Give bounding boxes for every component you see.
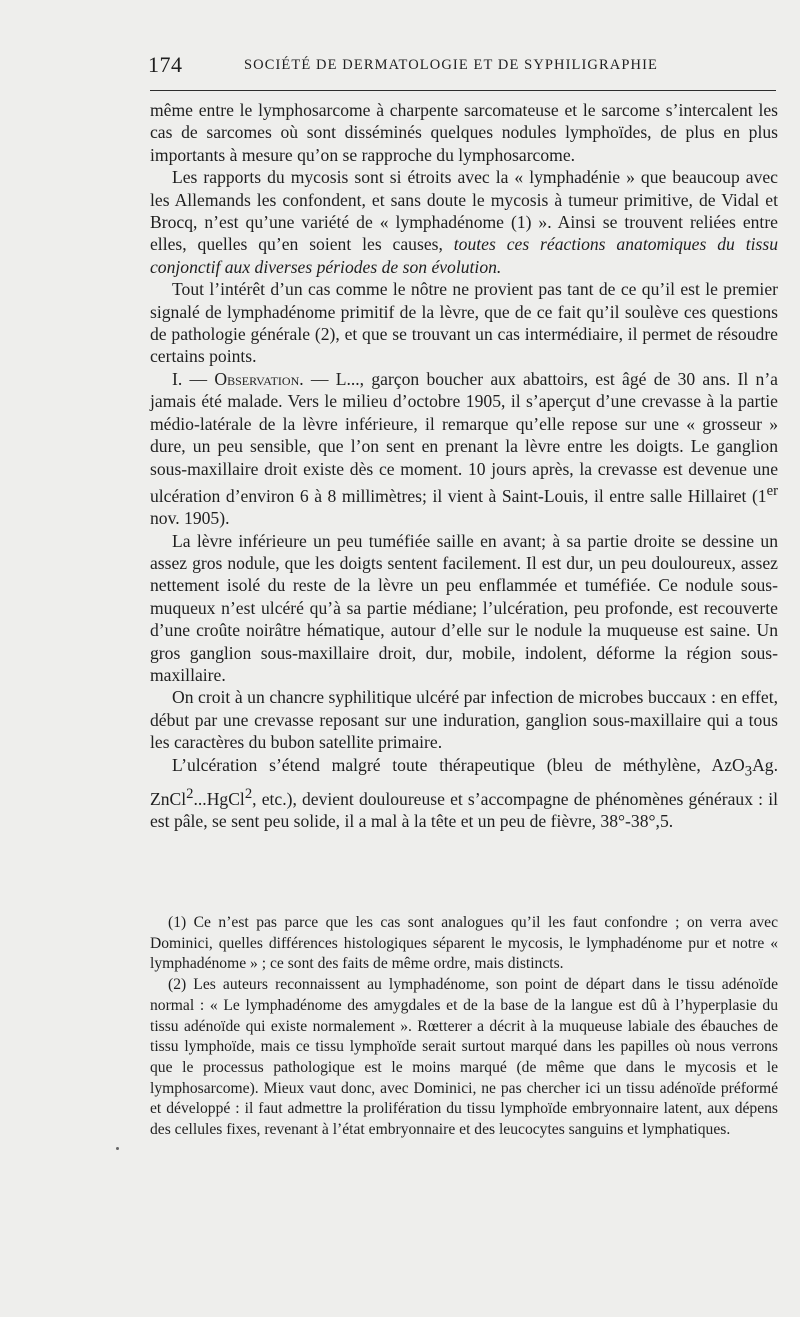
paragraph-diagnosis: On croit à un chancre syphilitique ulcéré par infection de microbes buccaux : en effet, début par une crevasse reposant sur une induration, ganglion sous-maxillaire qui a tous les caractères du bubon satellite primaire.: [150, 687, 778, 753]
page-number: 174: [148, 52, 183, 77]
paragraph-observation: [150, 368, 778, 530]
observation-text: — L..., garçon boucher aux abattoirs, est âgé de 30 ans. Il n’a jamais été malade. Vers le milieu d’octobre 1905, il s’aperçut d’une crevasse à la partie médio-latérale de la lèvre inférieure, il remarque qu’elle repose sur une « grosseur » dure, un peu sensible, que l’on sent en prenant la lèvre entre les doigts. Le ganglion sous-maxillaire droit existe dès ce moment. 10 jours après, la crevasse est devenue une ulcération d’environ 6 à 8 millimètres; il vient à Saint-Louis, il entre salle Hillairet (1: [150, 368, 778, 506]
paragraph-interest: Tout l’intérêt d’un cas comme le nôtre ne provient pas tant de ce qu’il est le premier signalé de lymphadénome primitif de la lèvre, que de ce fait qu’il soulève ces questions de pathologie générale (2), et que se trouvant un cas intermédiaire, il permet de résoudre certains points.: [150, 279, 778, 367]
page-header: [148, 52, 776, 76]
paragraph-mycosis-text: Les rapports du mycosis sont si étroits avec la « lymphadénie » que beaucoup avec les Allemands les confondent, et sans doute le mycosis à tumeur primitive, de Vidal et Brocq, n’est qu’une variété de « lymphadénome (1) ». Ainsi se trouvent reliées entre elles, quelles qu’en soient les causes,: [150, 167, 778, 255]
margin-dot: [116, 1147, 119, 1150]
body-text: [150, 99, 778, 832]
treatment-text-b: Ag. ZnCl: [150, 754, 778, 809]
running-head: SOCIÉTÉ DE DERMATOLOGIE ET DE SYPHILIGRAPHIE: [244, 57, 658, 73]
footnote-2: (2) Les auteurs reconnaissent au lymphadénome, son point de départ dans le tissu adénoïde normal : « Le lymphadénome des amygdales et de la base de la langue est dû à l’hyperplasie du tissu adénoïde qui existe normalement ». Rœtterer a décrit à la muqueuse labiale des ébauches de tissu lymphoïde, mais ce tissu lymphoïde serait surtout marqué dans les papilles où nous verrons que le processus pathologique est le moins marqué (de même que dans le mycosis et le lymphosarcome). Mieux vaut donc, avec Dominici, ne pas chercher ici un tissu adénoïde préformé et développé : il faut admettre la prolifération du tissu lymphoïde embryonnaire latent, aux dépens des cellules fixes, revenant à l’état embryonnaire et des leucocytes sanguins et lymphatiques.: [150, 976, 778, 1139]
treatment-text-c: ...HgCl: [193, 788, 245, 809]
treatment-subscript: 3: [744, 763, 753, 780]
treatment-text-d: , etc.), devient douloureuse et s’accompagne de phénomènes généraux : il est pâle, se sent peu solide, il a mal à la tête et un peu de fièvre, 38°-38°,5.: [150, 788, 778, 831]
paragraph-lesion: La lèvre inférieure un peu tuméfiée saille en avant; à sa partie droite se dessine un assez gros nodule, que les doigts sentent facilement. Il est dur, un peu douloureux, assez nettement isolé du reste de la lèvre un peu enflammée et tuméfiée. Ce nodule sous-muqueux n’est ulcéré qu’à sa partie médiane; l’ulcération, peu profonde, est recouverte d’une croûte noirâtre hématique, autour d’elle sur le nodule la muqueuse est saine. Un gros ganglion sous-maxillaire droit, dur, mobile, indolent, déforme la région sous-maxillaire.: [150, 530, 778, 686]
observation-superscript: er: [766, 482, 778, 499]
treatment-superscript-1: 2: [186, 785, 194, 802]
paragraph-continuation: même entre le lymphosarcome à charpente sarcomateuse et le sarcome s’intercalent les cas de sarcomes où sont disséminés quelques nodules lymphoïdes, de plus en plus importants à mesure qu’on se rapproche du lymphosarcome.: [150, 100, 778, 165]
paragraph-treatment: [150, 754, 778, 833]
footnote-1: (1) Ce n’est pas parce que les cas sont analogues qu’il les faut confondre ; on verra avec Dominici, quelles différences histologiques séparent le mycosis, le lymphadénome pur et notre « lymphadénome » ; ce sont des faits de même ordre, mais distincts.: [150, 914, 778, 973]
header-rule: [150, 90, 776, 91]
observation-label: Observation.: [214, 368, 304, 389]
footnotes: [150, 913, 778, 1141]
treatment-superscript-2: 2: [244, 785, 253, 802]
paragraph-mycosis-italic: toutes ces réactions anatomiques du tissu conjonctif aux diverses périodes de son évolution.: [150, 234, 778, 277]
treatment-text-a: L’ulcération s’étend malgré toute thérapeutique (bleu de méthylène, AzO: [172, 754, 745, 775]
observation-end: nov. 1905).: [150, 508, 230, 529]
observation-prefix: I. —: [172, 368, 215, 389]
paragraph-mycosis: [150, 166, 778, 278]
